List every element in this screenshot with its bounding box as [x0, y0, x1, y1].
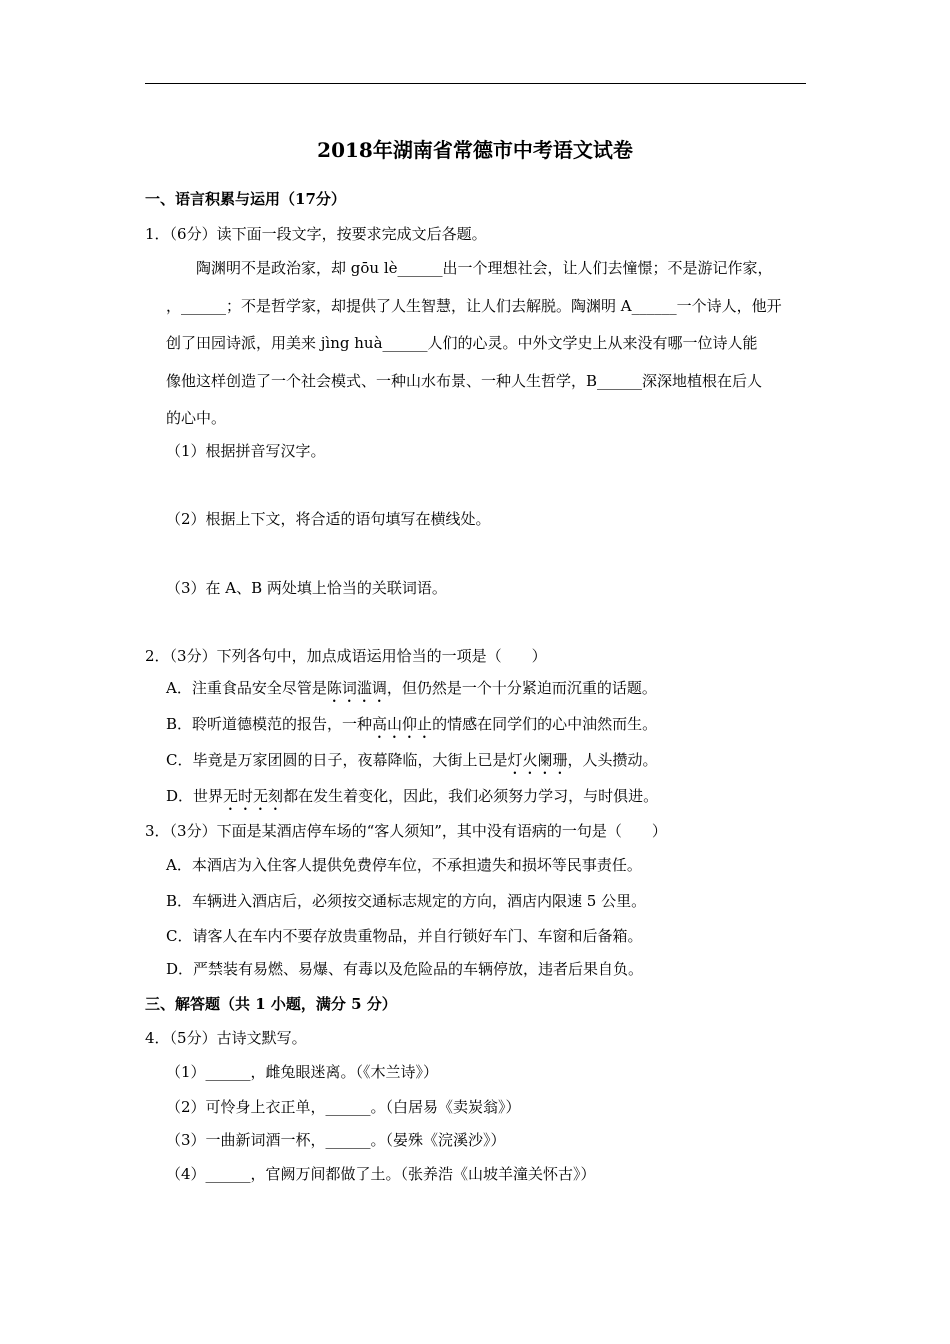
- passage-line-2: ，______；不是哲学家，却提供了人生智慧，让人们去解脱。陶渊明 A______一个诗人，他开: [166, 297, 782, 315]
- option-label: C．: [166, 751, 193, 769]
- option-label: A．: [166, 679, 192, 697]
- option-text-before: 聆听道德模范的报告，一种: [192, 715, 373, 733]
- dotted-idiom: 无时无刻: [223, 787, 284, 805]
- question-3-option-a: A．本酒店为入住客人提供免费停车位，不承担遗失和损坏等民事责任。: [166, 856, 642, 874]
- question-3-option-c: C．请客人在车内不要存放贵重物品，并自行锁好车门、车窗和后备箱。: [166, 927, 643, 945]
- question-3-option-b: B．车辆进入酒店后，必须按交通标志规定的方向，酒店内限速 5 公里。: [166, 892, 647, 910]
- option-text-before: 毕竟是万家团圆的日子，夜幕降临，大街上已是: [192, 751, 508, 769]
- header-rule: [145, 83, 806, 84]
- dotted-idiom: 高山仰止: [372, 715, 433, 733]
- passage-line-3: 创了田园诗派，用美来 jìng huà______人们的心灵。中外文学史上从来没有哪一位诗人能: [166, 334, 758, 352]
- passage-line-1: 陶渊明不是政治家，却 gōu lè______出一个理想社会，让人们去憧憬；不是游记作家，: [196, 259, 773, 277]
- passage-line-4: 像他这样创造了一个社会模式、一种山水布景、一种人生哲学，B______深深地植根在后人: [166, 372, 763, 390]
- question-1-stem: 1．（6分）读下面一段文字，按要求完成文后各题。: [145, 225, 487, 243]
- question-4-item-2: （2）可怜身上衣正单，______。（白居易《卖炭翁》）: [166, 1098, 521, 1116]
- question-1-sub-3: （3）在 A、B 两处填上恰当的关联词语。: [166, 579, 447, 597]
- question-2-option-a: [166, 678, 657, 706]
- question-1-sub-1: （1）根据拼音写汉字。: [166, 442, 326, 460]
- question-2-option-b: [166, 714, 657, 742]
- question-2-stem: 2．（3分）下列各句中，加点成语运用恰当的一项是（ ）: [145, 647, 547, 665]
- question-3-option-d: D．严禁装有易燃、易爆、有毒以及危险品的车辆停放，违者后果自负。: [166, 960, 644, 978]
- question-4-item-1: （1）______，雌兔眼迷离。（《木兰诗》）: [166, 1063, 439, 1081]
- passage-line-5: 的心中。: [166, 409, 227, 427]
- option-text-after: 的情感在同学们的心中油然而生。: [432, 715, 658, 733]
- option-text-after: ，人头攒动。: [567, 751, 658, 769]
- dotted-idiom: 陈词滥调: [326, 679, 387, 697]
- question-2-option-d: [166, 786, 658, 814]
- question-2-option-c: [166, 750, 658, 778]
- question-3-stem: 3．（3分）下面是某酒店停车场的“客人须知”，其中没有语病的一句是（ ）: [145, 822, 667, 840]
- option-text-after: ，但仍然是一个十分紧迫而沉重的话题。: [386, 679, 657, 697]
- option-label: D．: [166, 787, 194, 805]
- question-1-sub-2: （2）根据上下文，将合适的语句填写在横线处。: [166, 510, 491, 528]
- page-title: 2018年湖南省常德市中考语文试卷: [317, 138, 633, 162]
- question-4-item-4: （4）______，官阙万间都做了土。（张养浩《山坡羊潼关怀古》）: [166, 1165, 596, 1183]
- section-heading-3: 三、解答题（共 1 小题，满分 5 分）: [145, 995, 397, 1013]
- question-4-stem: 4．（5分）古诗文默写。: [145, 1029, 307, 1047]
- section-heading-1: 一、语言积累与运用（17分）: [145, 190, 346, 208]
- option-label: B．: [166, 715, 193, 733]
- option-text-after: 都在发生着变化，因此，我们必须努力学习，与时俱进。: [283, 787, 659, 805]
- dotted-idiom: 灯火阑珊: [507, 751, 568, 769]
- question-4-item-3: （3）一曲新词酒一杯，______。（晏殊《浣溪沙》）: [166, 1131, 506, 1149]
- option-text-before: 世界: [193, 787, 224, 805]
- option-text-before: 注重食品安全尽管是: [191, 679, 327, 697]
